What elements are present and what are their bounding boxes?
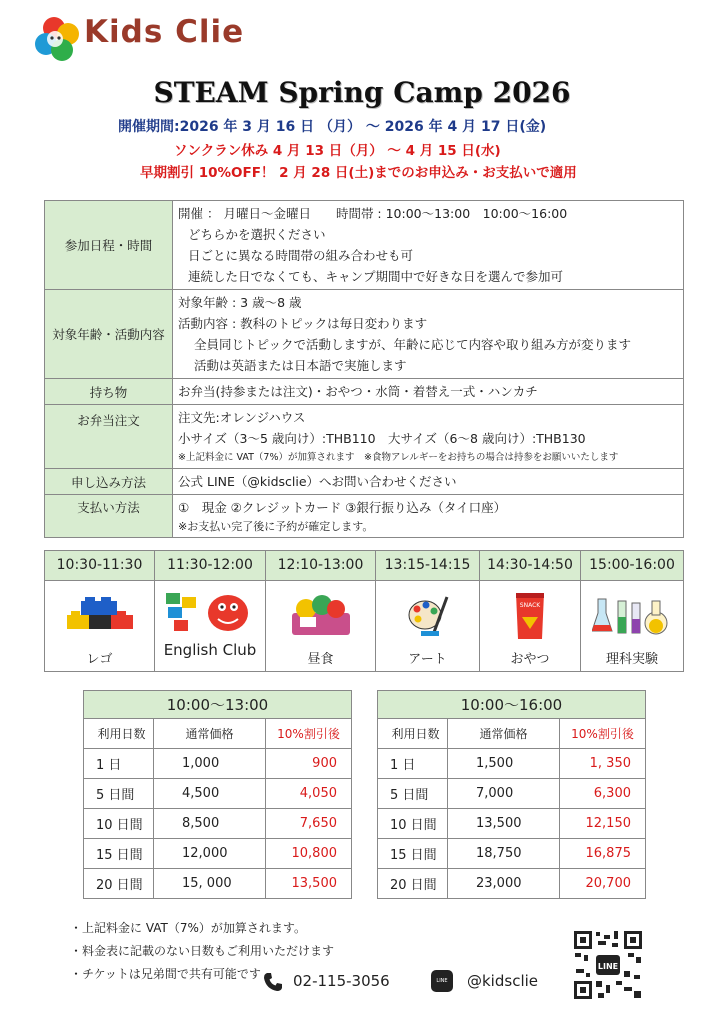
info-content (173, 469, 684, 495)
slot-label: アート (408, 652, 447, 667)
info-line: 注文先:オレンジハウス (178, 410, 306, 425)
discount-price-cell: 7,650 (266, 809, 352, 839)
info-line: 活動は英語または日本語で実施します (194, 358, 407, 373)
info-line: 活動内容 : 教科のトピックは毎日変わります (178, 316, 428, 331)
footer-note: ・チケットは兄弟間で共有可能です (70, 967, 261, 981)
column-header: 10%割引後 (560, 719, 646, 749)
discount-price-cell: 4,050 (266, 779, 352, 809)
price-table-title: 10:00～13:00 (84, 691, 352, 719)
days-cell: 5 日間 (84, 779, 154, 809)
table-row (378, 839, 646, 869)
qr-label: LINE (597, 962, 619, 971)
info-line: 連続した日でなくても、キャンプ期間中で好きな日を選んで参加可 (188, 269, 564, 284)
days-cell: 15 日間 (84, 839, 154, 869)
discount-price-cell: 13,500 (266, 869, 352, 899)
table-row (378, 779, 646, 809)
daily-schedule (44, 550, 684, 672)
days-cell: 20 日間 (84, 869, 154, 899)
footer-note: ・上記料金に VAT（7%）が加算されます。 (70, 921, 306, 935)
footer-note: ・料金表に記載のない日数もご利用いただけます (70, 944, 335, 958)
page-title: STEAM Spring Camp 2026 (153, 76, 571, 109)
info-content (173, 290, 684, 379)
regular-price-cell: 4,500 (154, 779, 266, 809)
regular-price-cell: 1,500 (448, 749, 560, 779)
info-note: ※上記料金に VAT（7%）が加算されます ※食物アレルギーをお持ちの場合は持参をお願いいたします (178, 452, 619, 463)
table-row (84, 839, 352, 869)
days-cell: 15 日間 (378, 839, 448, 869)
slot-label: レゴ (86, 652, 113, 667)
slot-label: 理科実験 (605, 652, 658, 667)
info-line: 日ごとに異なる時間帯の組み合わせも可 (188, 248, 414, 263)
slot-time: 15:00-16:00 (581, 551, 683, 581)
regular-price-cell: 13,500 (448, 809, 560, 839)
slot-label: English Club (163, 641, 257, 659)
days-cell: 20 日間 (378, 869, 448, 899)
table-row (84, 749, 352, 779)
discount-price-cell: 12,150 (560, 809, 646, 839)
regular-price-cell: 12,000 (154, 839, 266, 869)
schedule-slot (45, 551, 155, 671)
line-qr-code[interactable] (572, 929, 644, 1001)
info-line: 対象年齢 : 3 歳～8 歳 (178, 295, 302, 310)
discount-price-cell: 20,700 (560, 869, 646, 899)
schedule-slot (581, 551, 683, 671)
line-app-icon: LINE (431, 970, 453, 992)
info-line: お弁当(持参または注文)・おやつ・水筒・着替え一式・ハンカチ (178, 384, 538, 399)
info-note: ※お支払い完了後に予約が確定します。 (178, 520, 374, 533)
discount-price-cell: 16,875 (560, 839, 646, 869)
phone-icon (263, 972, 283, 992)
regular-price-cell: 8,500 (154, 809, 266, 839)
regular-price-cell: 1,000 (154, 749, 266, 779)
schedule-slot (266, 551, 376, 671)
price-table-title: 10:00～16:00 (378, 691, 646, 719)
info-label: 申し込み方法 (45, 469, 173, 495)
info-row-belongings (45, 379, 684, 405)
regular-price-cell: 23,000 (448, 869, 560, 899)
days-cell: 1 日 (84, 749, 154, 779)
column-header: 利用日数 (84, 719, 154, 749)
info-row-apply (45, 469, 684, 495)
price-table-short (83, 690, 352, 899)
info-content (173, 379, 684, 405)
slot-label: おやつ (510, 652, 550, 667)
table-row (84, 869, 352, 899)
slot-time: 10:30-11:30 (45, 551, 154, 581)
days-cell: 10 日間 (378, 809, 448, 839)
days-cell: 5 日間 (378, 779, 448, 809)
info-label: 参加日程・時間 (45, 201, 173, 290)
info-row-schedule (45, 201, 684, 290)
info-row-target (45, 290, 684, 379)
table-row (378, 809, 646, 839)
discount-price-cell: 6,300 (560, 779, 646, 809)
lego-icon (45, 591, 154, 641)
schedule-slot (480, 551, 581, 671)
days-cell: 10 日間 (84, 809, 154, 839)
info-line: どちらかを選択ください (188, 227, 326, 242)
songkran-holiday: ソンクラン休み 4 月 13 日（月） ～ 4 月 15 日(水) (174, 143, 501, 159)
column-header: 利用日数 (378, 719, 448, 749)
slot-time: 14:30-14:50 (480, 551, 580, 581)
price-table-long (377, 690, 646, 899)
discount-price-cell: 1, 350 (560, 749, 646, 779)
snack-icon (480, 591, 580, 641)
art-palette-icon (376, 591, 479, 641)
slot-label: 昼食 (307, 652, 334, 667)
table-row (378, 869, 646, 899)
days-cell: 1 日 (378, 749, 448, 779)
info-line: 全員同じトピックで活動しますが、年齢に応じて内容や取り組み方が変ります (194, 337, 632, 352)
table-row (378, 749, 646, 779)
table-row (84, 809, 352, 839)
info-row-payment (45, 495, 684, 538)
science-flask-icon (581, 591, 683, 641)
bento-icon (266, 591, 375, 641)
line-id[interactable]: @kidsclie (467, 972, 539, 990)
schedule-slot (376, 551, 480, 671)
regular-price-cell: 7,000 (448, 779, 560, 809)
column-header: 10%割引後 (266, 719, 352, 749)
regular-price-cell: 15, 000 (154, 869, 266, 899)
info-label: お弁当注文 (45, 405, 173, 469)
slot-time: 11:30-12:00 (155, 551, 265, 581)
logo-text: Kids Clie (84, 14, 245, 50)
abc-mascot-icon (155, 589, 265, 639)
regular-price-cell: 18,750 (448, 839, 560, 869)
svg-text:SNACK: SNACK (519, 602, 541, 609)
info-label: 支払い方法 (45, 495, 173, 538)
early-bird-discount: 早期割引 10%OFF！ 2 月 28 日(土)までのお申込み・お支払いで適用 (140, 165, 577, 181)
table-row (84, 779, 352, 809)
info-label: 持ち物 (45, 379, 173, 405)
column-header: 通常価格 (448, 719, 560, 749)
info-line: 小サイズ（3～5 歳向け）:THB110 大サイズ（6～8 歳向け）:THB130 (178, 431, 586, 446)
discount-price-cell: 900 (266, 749, 352, 779)
info-line: 公式 LINE（@kidsclie）へお問い合わせください (178, 474, 457, 489)
info-content (173, 201, 684, 290)
info-line: 開催 ： 月曜日～金曜日 時間帯 : 10:00～13:00 10:00～16:00 (178, 206, 568, 221)
slot-time: 13:15-14:15 (376, 551, 479, 581)
info-row-lunch (45, 405, 684, 469)
slot-time: 12:10-13:00 (266, 551, 375, 581)
schedule-slot (155, 551, 266, 671)
info-table (44, 200, 684, 538)
info-line: ① 現金 ②クレジットカード ③銀行振り込み（タイ口座） (178, 500, 507, 515)
camp-period: 開催期間:2026 年 3 月 16 日 （月） ～ 2026 年 4 月 17 日(金) (118, 119, 547, 135)
info-content (173, 405, 684, 469)
info-content (173, 495, 684, 538)
discount-price-cell: 10,800 (266, 839, 352, 869)
phone-number[interactable]: 02-115-3056 (293, 972, 390, 990)
column-header: 通常価格 (154, 719, 266, 749)
info-label: 対象年齢・活動内容 (45, 290, 173, 379)
